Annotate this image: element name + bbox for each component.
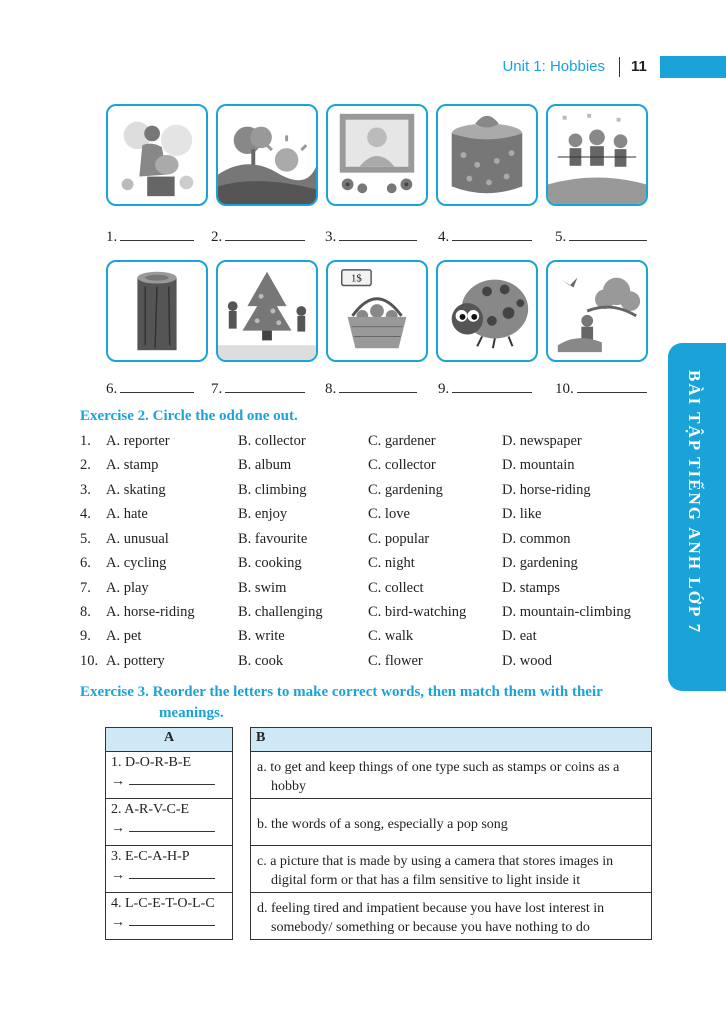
question-row: 3. A. skating B. climbing C. gardening D. horse-riding [80, 482, 591, 498]
page-header [0, 54, 726, 80]
flower-basket-icon [326, 260, 428, 362]
answer-line[interactable] [129, 866, 215, 879]
answer-blank-4[interactable]: 4. [438, 227, 532, 246]
option-d[interactable]: D. newspaper [502, 433, 582, 449]
column-a-header: A [106, 728, 233, 752]
exercise-3-title-cont: meanings. [159, 705, 224, 721]
wood-log-icon [106, 260, 208, 362]
answer-blank-9[interactable]: 9. [438, 379, 532, 398]
question-row: 4. A. hate B. enjoy C. love D. like [80, 506, 542, 522]
option-c[interactable]: C. collector [368, 457, 436, 473]
option-c[interactable]: C. walk [368, 628, 414, 644]
exercise-2-title: Exercise 2. Circle the odd one out. [80, 408, 298, 424]
scrambled-word: 1. D-O-R-B-E → [106, 752, 233, 799]
option-a[interactable]: A. stamp [106, 457, 159, 473]
option-a[interactable]: A. pet [106, 628, 142, 644]
answer-line[interactable] [129, 819, 215, 832]
answer-blank-2[interactable]: 2. [211, 227, 305, 246]
scrambled-word: 4. L-C-E-T-O-L-C → [106, 893, 233, 940]
landscape-sun-icon [216, 104, 318, 206]
option-a[interactable]: A. pottery [106, 653, 165, 669]
header-accent-bar [660, 56, 726, 78]
exercise-3-title: Exercise 3. Reorder the letters to make correct words, then match them with their [80, 684, 603, 700]
ladybug-icon [436, 260, 538, 362]
option-c[interactable]: C. popular [368, 531, 430, 547]
column-b-header: B [251, 728, 652, 752]
answer-line[interactable] [129, 913, 215, 926]
question-row: 6. A. cycling B. cooking C. night D. gardening [80, 555, 578, 571]
option-c[interactable]: C. collect [368, 580, 424, 596]
bird-watching-icon [546, 260, 648, 362]
arrow: → [111, 821, 125, 836]
answer-blank-8[interactable]: 8. [325, 379, 417, 398]
answer-blank-3[interactable]: 3. [325, 227, 417, 246]
gift-box-icon [436, 104, 538, 206]
option-b[interactable]: B. climbing [238, 482, 307, 498]
scrambled-word: 2. A-R-V-C-E → [106, 799, 233, 846]
question-row: 2. A. stamp B. album C. collector D. mountain [80, 457, 575, 473]
christmas-tree-icon [216, 260, 318, 362]
running-kids-icon [546, 104, 648, 206]
option-c[interactable]: C. bird-watching [368, 604, 467, 620]
option-a[interactable]: A. unusual [106, 531, 169, 547]
option-d[interactable]: D. stamps [502, 580, 560, 596]
answer-blank-6[interactable]: 6. [106, 379, 194, 398]
unit-title: Unit 1: Hobbies [502, 58, 605, 75]
option-d[interactable]: D. like [502, 506, 542, 522]
arrow: → [111, 868, 125, 883]
page-number: 11 [631, 58, 647, 75]
answer-blank-7[interactable]: 7. [211, 379, 305, 398]
pottery-woman-icon [106, 104, 208, 206]
question-row: 1. A. reporter B. collector C. gardener D. newspaper [80, 433, 582, 449]
option-a[interactable]: A. hate [106, 506, 148, 522]
option-d[interactable]: D. wood [502, 653, 552, 669]
option-a[interactable]: A. play [106, 580, 149, 596]
option-c[interactable]: C. gardening [368, 482, 443, 498]
option-b[interactable]: B. album [238, 457, 292, 473]
question-row: 8. A. horse-riding B. challenging C. bird-watching D. mountain-climbing [80, 604, 631, 620]
option-c[interactable]: C. gardener [368, 433, 436, 449]
answer-blank-10[interactable]: 10. [555, 379, 647, 398]
option-b[interactable]: B. favourite [238, 531, 308, 547]
option-c[interactable]: C. night [368, 555, 415, 571]
option-b[interactable]: B. swim [238, 580, 287, 596]
option-c[interactable]: C. love [368, 506, 410, 522]
option-d[interactable]: D. gardening [502, 555, 578, 571]
option-a[interactable]: A. reporter [106, 433, 170, 449]
option-b[interactable]: B. enjoy [238, 506, 288, 522]
option-d[interactable]: D. horse-riding [502, 482, 591, 498]
meaning-item: b. the words of a song, especially a pop song [251, 799, 652, 846]
price-tag: 1$ [351, 272, 362, 285]
portrait-frame-icon [326, 104, 428, 206]
option-a[interactable]: A. cycling [106, 555, 167, 571]
scrambled-word: 3. E-C-A-H-P → [106, 846, 233, 893]
question-row: 10. A. pottery B. cook C. flower D. wood [80, 653, 552, 669]
meaning-item: c. a picture that is made by using a camera that stores images in digital form or that has a film sensitive to light inside it [251, 846, 652, 893]
meaning-item: a. to get and keep things of one type such as stamps or coins as a hobby [251, 752, 652, 799]
column-b-table [250, 727, 652, 940]
option-b[interactable]: B. challenging [238, 604, 323, 620]
answer-blank-5[interactable]: 5. [555, 227, 647, 246]
option-a[interactable]: A. skating [106, 482, 166, 498]
option-b[interactable]: B. collector [238, 433, 306, 449]
meaning-item: d. feeling tired and impatient because you have lost interest in somebody/ something or because you have nothing to do [251, 893, 652, 940]
question-row: 7. A. play B. swim C. collect D. stamps [80, 580, 560, 596]
option-b[interactable]: B. cook [238, 653, 284, 669]
answer-blank-1[interactable]: 1. [106, 227, 194, 246]
option-b[interactable]: B. write [238, 628, 285, 644]
option-b[interactable]: B. cooking [238, 555, 302, 571]
column-a-table [105, 727, 233, 940]
arrow: → [111, 774, 125, 789]
option-d[interactable]: D. mountain [502, 457, 575, 473]
arrow: → [111, 915, 125, 930]
question-row: 5. A. unusual B. favourite C. popular D. common [80, 531, 571, 547]
side-tab-label: BÀI TẬP TIẾNG ANH LỚP 7 [685, 370, 704, 635]
option-a[interactable]: A. horse-riding [106, 604, 195, 620]
answer-line[interactable] [129, 772, 215, 785]
option-d[interactable]: D. common [502, 531, 571, 547]
header-divider [619, 57, 620, 77]
option-c[interactable]: C. flower [368, 653, 423, 669]
question-row: 9. A. pet B. write C. walk D. eat [80, 628, 537, 644]
option-d[interactable]: D. mountain-climbing [502, 604, 631, 620]
option-d[interactable]: D. eat [502, 628, 537, 644]
